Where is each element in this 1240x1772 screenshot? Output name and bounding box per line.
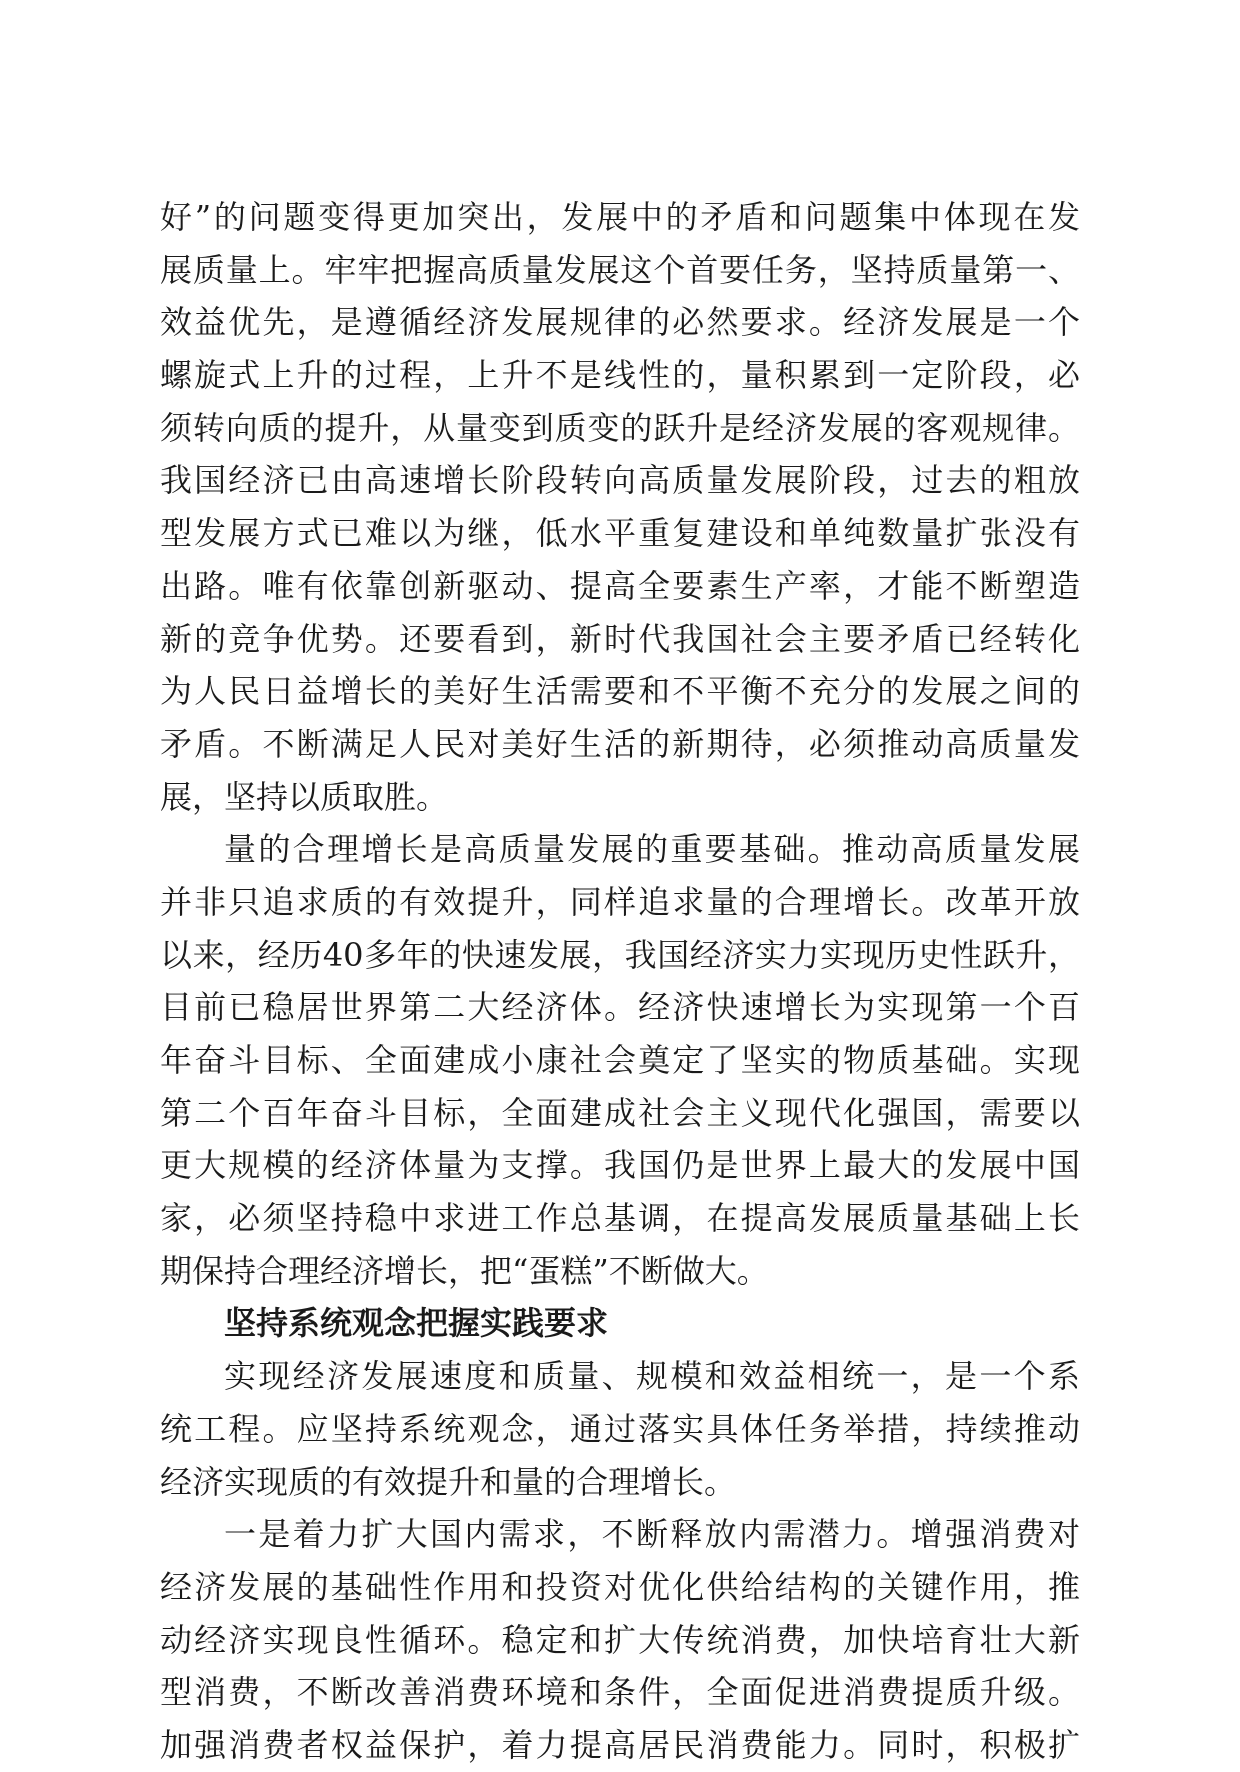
paragraph-quality-first <box>160 191 1080 823</box>
text-line: 目前已稳居世界第二大经济体。经济快速增长为实现第一个百 <box>160 988 1080 1027</box>
paragraph-reasonable-growth <box>160 823 1080 1297</box>
text-line: 更大规模的经济体量为支撑。我国仍是世界上最大的发展中国 <box>160 1146 1080 1185</box>
text-line: 矛盾。不断满足人民对美好生活的新期待，必须推动高质量发 <box>160 724 1080 763</box>
article-body <box>160 191 1080 1772</box>
text-line: 为人民日益增长的美好生活需要和不平衡不充分的发展之间的 <box>160 672 1080 711</box>
text-line: 展，坚持以质取胜。 <box>160 777 449 816</box>
text-line: 一是着力扩大国内需求，不断释放内需潜力。增强消费对 <box>224 1515 1080 1554</box>
text-line: 型发展方式已难以为继，低水平重复建设和单纯数量扩张没有 <box>160 514 1080 553</box>
paragraph-system-concept <box>160 1350 1080 1508</box>
section-heading: 坚持系统观念把握实践要求 <box>224 1304 609 1343</box>
text-line: 第二个百年奋斗目标，全面建成社会主义现代化强国，需要以 <box>160 1093 1080 1132</box>
text-line: 经济实现质的有效提升和量的合理增长。 <box>160 1462 737 1501</box>
text-line: 经济发展的基础性作用和投资对优化供给结构的关键作用，推 <box>160 1567 1080 1606</box>
text-line: 加强消费者权益保护，着力提高居民消费能力。同时，积极扩 <box>160 1725 1080 1764</box>
text-line: 年奋斗目标、全面建成小康社会奠定了坚实的物质基础。实现 <box>160 1041 1080 1079</box>
text-line: 动经济实现良性循环。稳定和扩大传统消费，加快培育壮大新 <box>160 1620 1080 1659</box>
text-line: 并非只追求质的有效提升，同样追求量的合理增长。改革开放 <box>160 882 1080 921</box>
text-line: 实现经济发展速度和质量、规模和效益相统一，是一个系 <box>224 1357 1080 1396</box>
text-line: 我国经济已由高速增长阶段转向高质量发展阶段，过去的粗放 <box>160 461 1080 500</box>
paragraph-domestic-demand <box>160 1508 1080 1771</box>
text-line: 须转向质的提升，从量变到质变的跃升是经济发展的客观规律。 <box>160 408 1080 447</box>
text-line: 量的合理增长是高质量发展的重要基础。推动高质量发展 <box>224 830 1080 869</box>
text-line: 以来，经历40多年的快速发展，我国经济实力实现历史性跃升， <box>160 935 1080 974</box>
text-line: 好”的问题变得更加突出，发展中的矛盾和问题集中体现在发 <box>160 198 1080 236</box>
text-line: 期保持合理经济增长，把“蛋糕”不断做大。 <box>160 1251 769 1290</box>
text-line: 展质量上。牢牢把握高质量发展这个首要任务，坚持质量第一、 <box>160 250 1080 289</box>
text-line: 型消费，不断改善消费环境和条件，全面促进消费提质升级。 <box>160 1673 1080 1712</box>
text-line: 统工程。应坚持系统观念，通过落实具体任务举措，持续推动 <box>160 1409 1080 1448</box>
text-line: 新的竞争优势。还要看到，新时代我国社会主要矛盾已经转化 <box>160 619 1080 658</box>
text-line: 家，必须坚持稳中求进工作总基调，在提高发展质量基础上长 <box>160 1199 1080 1238</box>
text-line: 出路。唯有依靠创新驱动、提高全要素生产率，才能不断塑造 <box>160 566 1080 605</box>
text-line: 螺旋式上升的过程，上升不是线性的，量积累到一定阶段，必 <box>160 356 1080 395</box>
text-line: 效益优先，是遵循经济发展规律的必然要求。经济发展是一个 <box>160 303 1080 342</box>
